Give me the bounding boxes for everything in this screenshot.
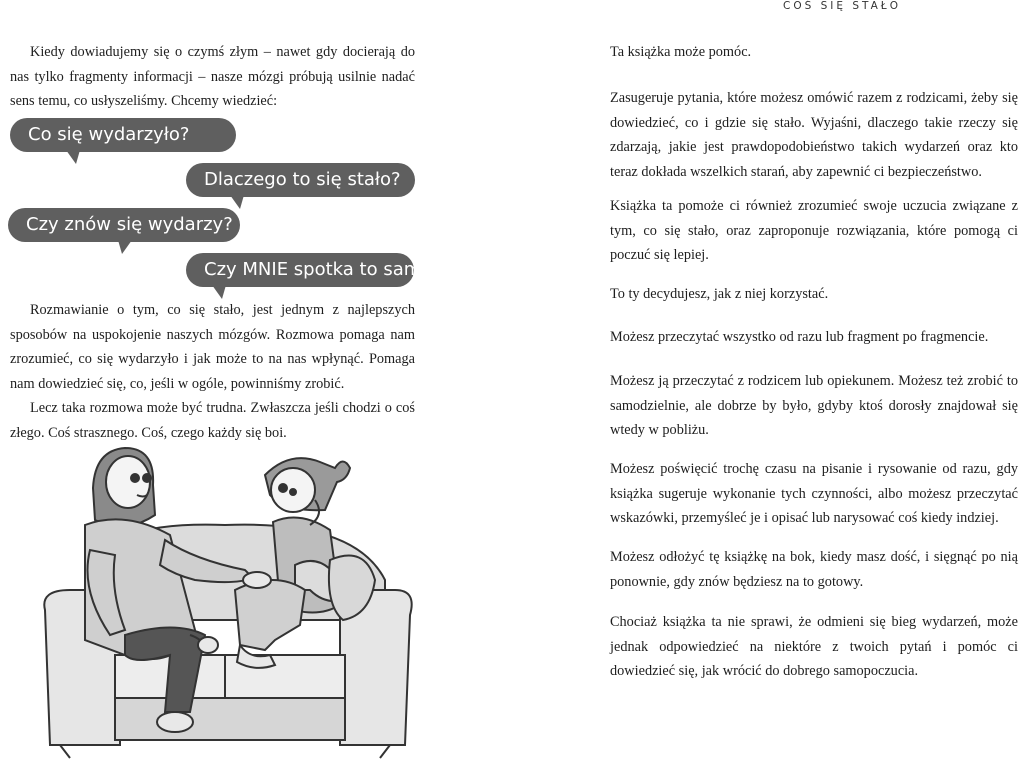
- right-paragraph-5: Możesz przeczytać wszystko od razu lub fragment po fragmencie.: [610, 329, 989, 345]
- speech-bubble-tail: [118, 240, 132, 254]
- right-paragraph-1: Ta książka może pomóc.: [610, 44, 752, 60]
- right-paragraph-4: To ty decydujesz, jak z niej korzystać.: [610, 286, 829, 302]
- speech-bubble-4: [186, 253, 442, 287]
- speech-bubble-tail: [230, 195, 244, 209]
- sofa-illustration: [25, 440, 425, 760]
- speech-bubble-1-text: Co się wydarzyło?: [28, 124, 190, 145]
- speech-bubble-tail: [212, 285, 226, 299]
- speech-bubble-1: [10, 118, 236, 152]
- right-paragraph-9: Chociaż książka ta nie sprawi, że odmieni się bieg wydarzeń, może jednak odpowiedzieć na niektóre z twoich pytań i pomóc ci dowiedzieć się, jak wrócić do dobrego samopoczucia.: [610, 614, 1018, 679]
- paragraph-2: Rozmawianie o tym, co się stało, jest jednym z najlepszych sposobów na uspokojenie naszych mózgów. Rozmowa pomaga nam zrozumieć, co się wydarzyło i jak może to na nas wpłynąć. Pomaga nam dowiedzieć się, co, jeśli w ogóle, powinniśmy zrobić.: [10, 302, 415, 392]
- right-paragraph-6: Możesz ją przeczytać z rodzicem lub opiekunem. Możesz też zrobić to samodzielnie, ale dobrze by było, gdyby ktoś dorosły znajdował się wtedy w pobliżu.: [610, 373, 1018, 438]
- right-paragraph-2: Zasugeruje pytania, które możesz omówić razem z rodzicami, żeby się dowiedzieć, co i gdzie się stało. Wyjaśni, dlaczego takie rzeczy się zdarzają, jakie jest prawdopodobieństwo takich wydarzeń oraz kto teraz dokłada wszelkich starań, aby zapewnić ci bezpieczeństwo.: [610, 90, 1018, 180]
- intro-paragraph: Kiedy dowiadujemy się o czymś złym – nawet gdy docierają do nas tylko fragmenty informacji – nasze mózgi próbują usilnie nadać sens temu, co usłyszeliśmy. Chcemy wiedzieć:: [10, 44, 415, 109]
- running-head: COŚ SIĘ STAŁO: [783, 0, 901, 12]
- speech-bubble-3: [8, 208, 240, 242]
- speech-bubble-2: [186, 163, 415, 197]
- body-paragraphs: [10, 298, 415, 445]
- speech-bubble-2-text: Dlaczego to się stało?: [204, 169, 401, 190]
- speech-bubble-3-text: Czy znów się wydarzy?: [26, 214, 233, 235]
- right-paragraph-7: Możesz poświęcić trochę czasu na pisanie i rysowanie od razu, gdy książka sugeruje wykonanie tych czynności, albo możesz przeczytać wskazówki, przemyśleć je i opisać lub narysować coś kiedy indziej.: [610, 461, 1018, 526]
- speech-bubble-tail: [66, 150, 80, 164]
- speech-bubble-4-text: Czy MNIE spotka to samo?: [204, 259, 442, 280]
- right-paragraph-8: Możesz odłożyć tę książkę na bok, kiedy masz dość, i sięgnąć po nią ponownie, gdy znów będziesz na to gotowy.: [610, 549, 1018, 590]
- right-page: [512, 0, 1024, 760]
- right-paragraph-3: Książka ta pomoże ci również zrozumieć swoje uczucia związane z tym, co się stało, oraz zaproponuje rozwiązania, które pomogą ci poczuć się lepiej.: [610, 198, 1018, 263]
- paragraph-3: Lecz taka rozmowa może być trudna. Zwłaszcza jeśli chodzi o coś złego. Coś strasznego. Coś, czego każdy się boi.: [10, 400, 415, 441]
